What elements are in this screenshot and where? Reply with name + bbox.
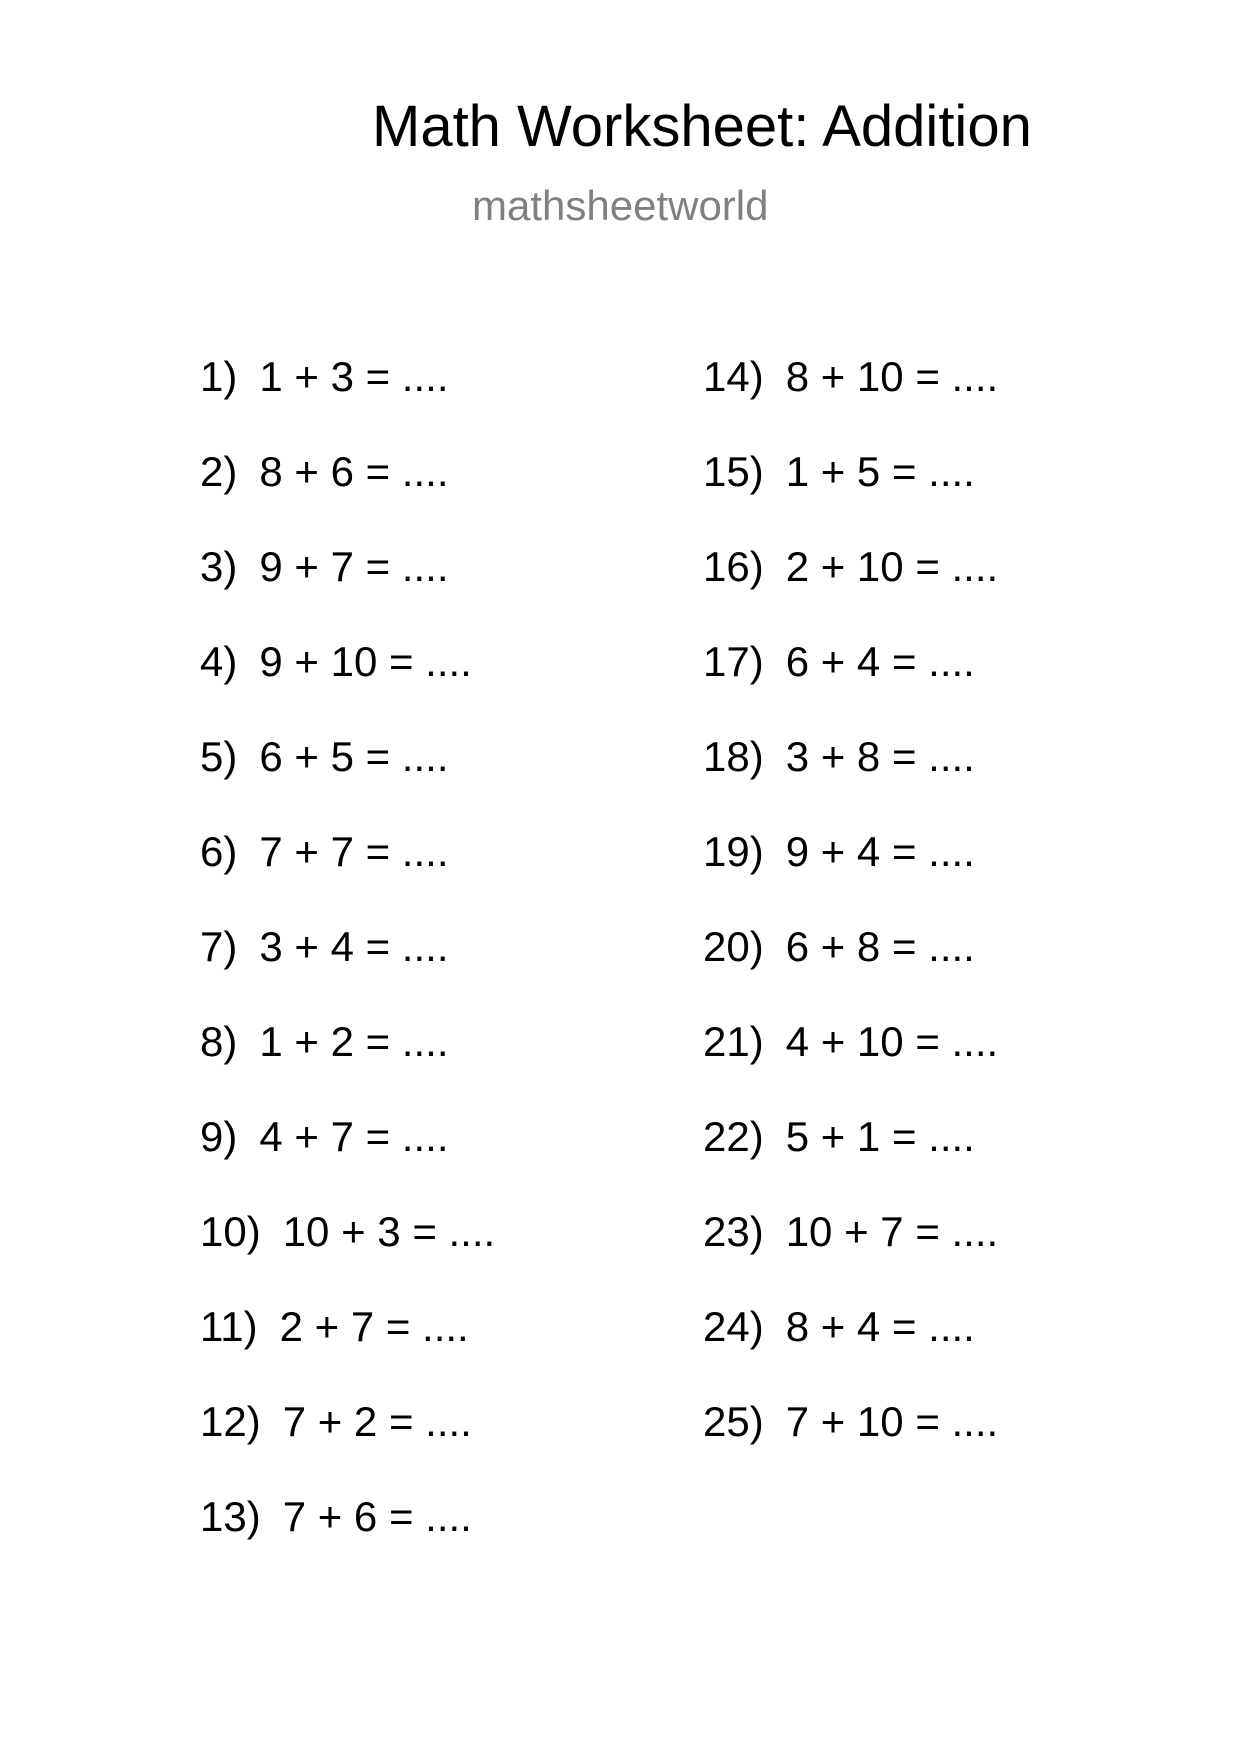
problem-item bbox=[200, 1018, 449, 1065]
problem-expression: 8 + 6 = .... bbox=[259, 448, 449, 495]
problem-item bbox=[703, 828, 975, 875]
problem-expression: 6 + 4 = .... bbox=[785, 638, 975, 685]
problem-item bbox=[200, 923, 449, 970]
problem-number: 22) bbox=[703, 1113, 764, 1160]
problem-item bbox=[703, 353, 999, 400]
problem-number: 15) bbox=[703, 448, 764, 495]
problem-item bbox=[703, 1113, 975, 1160]
problem-number: 23) bbox=[703, 1208, 764, 1255]
problem-expression: 4 + 10 = .... bbox=[785, 1018, 999, 1065]
problem-number: 24) bbox=[703, 1303, 764, 1350]
problem-number: 3) bbox=[200, 543, 238, 590]
problem-item bbox=[703, 1398, 999, 1445]
problem-item bbox=[703, 543, 999, 590]
problem-number: 14) bbox=[703, 353, 764, 400]
problem-number: 5) bbox=[200, 733, 238, 780]
problem-expression: 2 + 7 = .... bbox=[279, 1303, 469, 1350]
problem-number: 9) bbox=[200, 1113, 238, 1160]
problem-item bbox=[200, 1398, 472, 1445]
problem-item bbox=[200, 828, 449, 875]
problem-number: 17) bbox=[703, 638, 764, 685]
problem-expression: 2 + 10 = .... bbox=[785, 543, 999, 590]
problem-item bbox=[703, 448, 975, 495]
problem-expression: 3 + 8 = .... bbox=[785, 733, 975, 780]
problem-number: 13) bbox=[200, 1493, 261, 1540]
problem-number: 10) bbox=[200, 1208, 261, 1255]
problem-expression: 7 + 7 = .... bbox=[259, 828, 449, 875]
problem-item bbox=[200, 1208, 496, 1255]
problem-expression: 3 + 4 = .... bbox=[259, 923, 449, 970]
problem-expression: 5 + 1 = .... bbox=[785, 1113, 975, 1160]
problem-number: 7) bbox=[200, 923, 238, 970]
problem-expression: 8 + 4 = .... bbox=[785, 1303, 975, 1350]
problem-item bbox=[703, 733, 975, 780]
problem-item bbox=[200, 638, 472, 685]
problem-number: 18) bbox=[703, 733, 764, 780]
problem-number: 2) bbox=[200, 448, 238, 495]
problem-number: 4) bbox=[200, 638, 238, 685]
problem-number: 19) bbox=[703, 828, 764, 875]
problem-expression: 1 + 5 = .... bbox=[785, 448, 975, 495]
problem-item bbox=[200, 353, 449, 400]
worksheet-source: mathsheetworld bbox=[472, 182, 769, 229]
problem-expression: 7 + 10 = .... bbox=[785, 1398, 999, 1445]
problem-number: 16) bbox=[703, 543, 764, 590]
problem-number: 6) bbox=[200, 828, 238, 875]
problem-item bbox=[200, 448, 449, 495]
worksheet-title: Math Worksheet: Addition bbox=[372, 94, 1032, 159]
problem-expression: 10 + 3 = .... bbox=[282, 1208, 496, 1255]
problem-item bbox=[703, 1303, 975, 1350]
problem-expression: 7 + 6 = .... bbox=[282, 1493, 472, 1540]
problem-number: 12) bbox=[200, 1398, 261, 1445]
problem-item bbox=[200, 543, 449, 590]
problem-expression: 10 + 7 = .... bbox=[785, 1208, 999, 1255]
problem-number: 1) bbox=[200, 353, 238, 400]
problem-expression: 7 + 2 = .... bbox=[282, 1398, 472, 1445]
problem-item bbox=[703, 1018, 999, 1065]
problem-item bbox=[703, 1208, 999, 1255]
problem-item bbox=[200, 1303, 469, 1350]
problem-item bbox=[703, 923, 975, 970]
problem-expression: 6 + 5 = .... bbox=[259, 733, 449, 780]
problem-number: 20) bbox=[703, 923, 764, 970]
problem-item bbox=[200, 733, 449, 780]
problem-expression: 1 + 3 = .... bbox=[259, 353, 449, 400]
problem-expression: 1 + 2 = .... bbox=[259, 1018, 449, 1065]
problem-number: 11) bbox=[200, 1303, 258, 1350]
problem-expression: 9 + 7 = .... bbox=[259, 543, 449, 590]
problem-expression: 6 + 8 = .... bbox=[785, 923, 975, 970]
problem-number: 25) bbox=[703, 1398, 764, 1445]
problem-expression: 8 + 10 = .... bbox=[785, 353, 999, 400]
problem-expression: 9 + 10 = .... bbox=[259, 638, 472, 685]
problem-item bbox=[200, 1493, 472, 1540]
problem-item bbox=[703, 638, 975, 685]
problem-number: 8) bbox=[200, 1018, 238, 1065]
problem-expression: 4 + 7 = .... bbox=[259, 1113, 449, 1160]
problem-item bbox=[200, 1113, 449, 1160]
problem-expression: 9 + 4 = .... bbox=[785, 828, 975, 875]
problem-number: 21) bbox=[703, 1018, 764, 1065]
